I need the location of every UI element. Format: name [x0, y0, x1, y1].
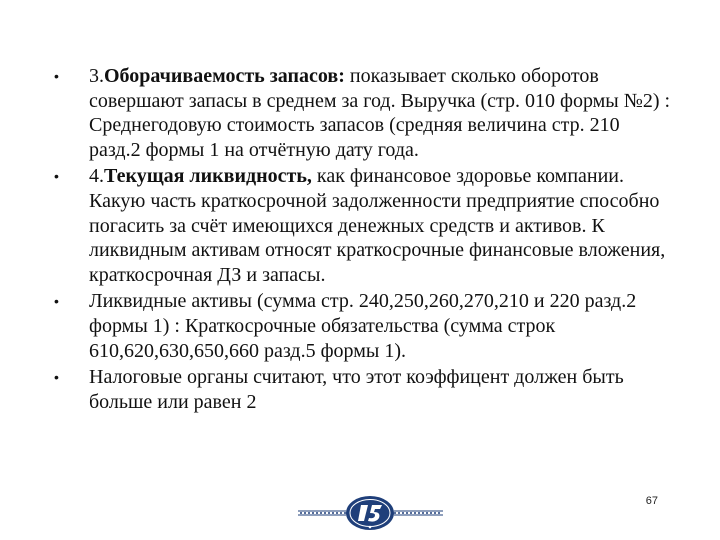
bullet-list	[52, 64, 672, 416]
bullet-dot-icon: •	[54, 369, 59, 386]
bullet-dot-icon: •	[54, 293, 59, 310]
bullet-text: как финансовое здоровье компании. Какую часть краткосрочной задолженности предприятие способно погасить за счёт имеющихся денежных средств и активов. К ликвидным активам относят краткосрочные финансовые вложения, краткосрочная ДЗ и запасы.	[89, 165, 666, 286]
bullet-dot-icon: •	[54, 68, 59, 84]
bullet-dot-icon: •	[54, 168, 59, 185]
bullet-item-1	[52, 64, 672, 162]
logo-left-band	[298, 511, 346, 515]
bullet-item-3	[52, 289, 672, 363]
bullet-item-4	[52, 365, 672, 414]
bullet-prefix: 4.	[89, 165, 104, 188]
bullet-prefix: 3.	[89, 65, 104, 87]
bullet-text: Ликвидные активы (сумма стр. 240,250,260,270,210 и 220 разд.2 формы 1) : Краткосрочные обязательства (сумма строк 610,620,630,650,660 разд.5 формы 1).	[89, 290, 637, 362]
logo-right-band	[394, 511, 443, 515]
bullet-text: показывает сколько оборотов совершают запасы в среднем за год. Выручка (стр. 010 формы №2) : Среднегодовую стоимость запасов (средняя величина стр. 210 разд.2 формы 1 на отчётную дату года.	[89, 65, 671, 161]
page-number: 67	[645, 495, 658, 507]
bullet-text: Налоговые органы считают, что этот коэффицент должен быть больше или равен 2	[89, 366, 624, 413]
bullet-item-2	[52, 164, 672, 287]
university-emblem-icon	[298, 492, 443, 534]
bullet-bold-term: Текущая ликвидность,	[104, 165, 312, 188]
bullet-bold-term: Оборачиваемость запасов:	[104, 65, 345, 87]
